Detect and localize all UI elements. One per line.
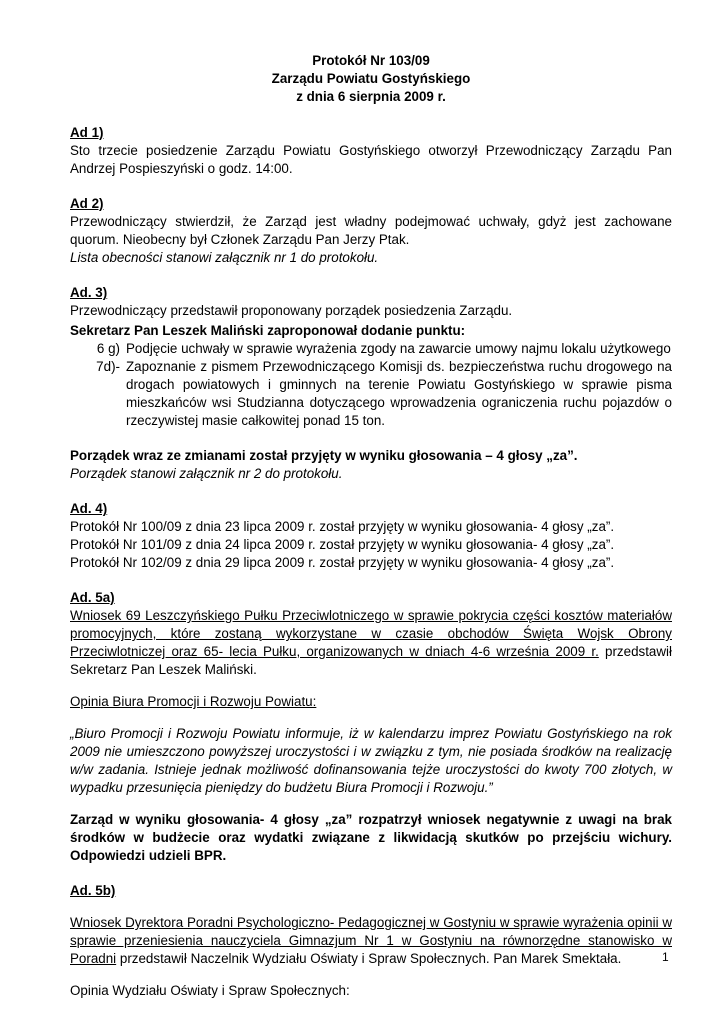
- title-line-2: Zarządu Powiatu Gostyńskiego: [271, 71, 471, 86]
- request-presenter: przedstawił Naczelnik Wydziału Oświaty i Spraw Społecznych. Pan Marek Smektała.: [116, 951, 622, 966]
- list-item-number: 6 g): [96, 341, 120, 356]
- section-heading: Ad 2): [70, 196, 104, 211]
- request-title: Wniosek 69 Leszczyńskiego Pułku Przeciwlotniczego w sprawie pokrycia części kosztów materiałów promocyjnych, które zostaną wykorzystane w czasie obchodów Święta Wojsk Obrony Przeciwlotniczej oraz 65- lecia Pułku, organizowanych w dniach 4-6 września 2009 r.: [70, 608, 672, 659]
- section-text: Przewodniczący stwierdził, że Zarząd jest władny podejmować uchwały, gdyż jest zachowane quorum. Nieobecny był Członek Zarządu Pan Jerzy Ptak.: [70, 214, 672, 247]
- request-paragraph: [70, 607, 672, 679]
- section-ad4: [70, 500, 672, 572]
- protocol-title: [70, 52, 672, 106]
- list-item-text: Zapoznanie z pismem Przewodniczącego Komisji ds. bezpieczeństwa ruchu drogowego na drogach powiatowych i gminnych na terenie Powiatu Gostyńskiego w sprawie pisma mieszkańców wsi Studzianna dotyczącego wprowadzenia ograniczenia ruchu pojazdów o rzeczywistej masie całkowitej ponad 15 ton.: [126, 359, 672, 428]
- protocol-approval-line: Protokół Nr 102/09 z dnia 29 lipca 2009 r. został przyjęty w wyniku głosowania- 4 głosy „za”.: [70, 555, 615, 570]
- section-ad2: [70, 195, 672, 267]
- page-number: 1: [662, 950, 669, 964]
- document-page: [70, 52, 672, 1000]
- opinion-heading: Opinia Wydziału Oświaty i Spraw Społecznych:: [70, 983, 350, 998]
- section-ad3: [70, 284, 672, 483]
- list-item-number: 7d)-: [96, 359, 120, 374]
- agenda-accepted: Porządek wraz ze zmianami został przyjęty w wyniku głosowania – 4 głosy „za”.: [70, 448, 578, 463]
- section-heading: Ad. 3): [70, 285, 108, 300]
- proposal-text: Sekretarz Pan Leszek Maliński zaproponował dodanie punktu:: [70, 323, 466, 338]
- board-decision: Zarząd w wyniku głosowania- 4 głosy „za” rozpatrzył wniosek negatywnie z uwagi na brak środków w budżecie oraz wydatki związane z likwidacją skutków po przejściu wichury. Odpowiedzi udzieli BPR.: [70, 812, 672, 863]
- title-line-1: Protokół Nr 103/09: [312, 53, 430, 68]
- section-heading: Ad. 5b): [70, 883, 116, 898]
- section-heading: Ad 1): [70, 125, 104, 140]
- section-text: Przewodniczący przedstawił proponowany porządek posiedzenia Zarządu.: [70, 303, 513, 318]
- section-heading: Ad. 4): [70, 501, 108, 516]
- section-ad1: [70, 124, 672, 178]
- attachment-note: Porządek stanowi załącznik nr 2 do protokołu.: [70, 466, 343, 481]
- protocol-approval-line: Protokół Nr 100/09 z dnia 23 lipca 2009 r. został przyjęty w wyniku głosowania- 4 głosy „za”.: [70, 519, 615, 534]
- opinion-text: „Biuro Promocji i Rozwoju Powiatu informuje, iż w kalendarzu imprez Powiatu Gostyńskiego na rok 2009 nie umieszczono powyższej uroczystości i w związku z tym, nie posiada środków na realizację w/w zadania. Istnieje jednak możliwość dofinansowania tejże uroczystości do kwoty 700 złotych, w wypadku przesunięcia pieniędzy do budżetu Biura Promocji i Rozwoju.”: [70, 726, 672, 795]
- section-text: Sto trzecie posiedzenie Zarządu Powiatu Gostyńskiego otworzył Przewodniczący Zarządu Pan Andrzej Pospieszyński o godz. 14:00.: [70, 143, 672, 176]
- protocol-approval-line: Protokół Nr 101/09 z dnia 24 lipca 2009 r. został przyjęty w wyniku głosowania- 4 głosy „za”.: [70, 537, 615, 552]
- list-item: [70, 358, 672, 430]
- list-item-text: Podjęcie uchwały w sprawie wyrażenia zgody na zawarcie umowy najmu lokalu użytkowego: [126, 341, 671, 356]
- request-paragraph: [70, 914, 672, 968]
- title-line-3: z dnia 6 sierpnia 2009 r.: [296, 89, 446, 104]
- request-title: Wniosek Dyrektora Poradni Psychologiczno- Pedagogicznej w Gostyniu w sprawie wyrażenia opinii w sprawie przeniesienia nauczyciela Gimnazjum Nr 1 w Gostyniu na równorzędne stanowisko w Poradni: [70, 915, 672, 966]
- section-ad5a: [70, 589, 672, 865]
- section-heading: Ad. 5a): [70, 590, 115, 605]
- opinion-heading: Opinia Biura Promocji i Rozwoju Powiatu:: [70, 694, 317, 709]
- section-ad5b: [70, 882, 672, 1000]
- request-presenter: przedstawił Sekretarz Pan Leszek Maliński.: [70, 644, 672, 677]
- attachment-note: Lista obecności stanowi załącznik nr 1 do protokołu.: [70, 250, 379, 265]
- agenda-addition-list: [70, 340, 672, 430]
- list-item: [70, 340, 672, 358]
